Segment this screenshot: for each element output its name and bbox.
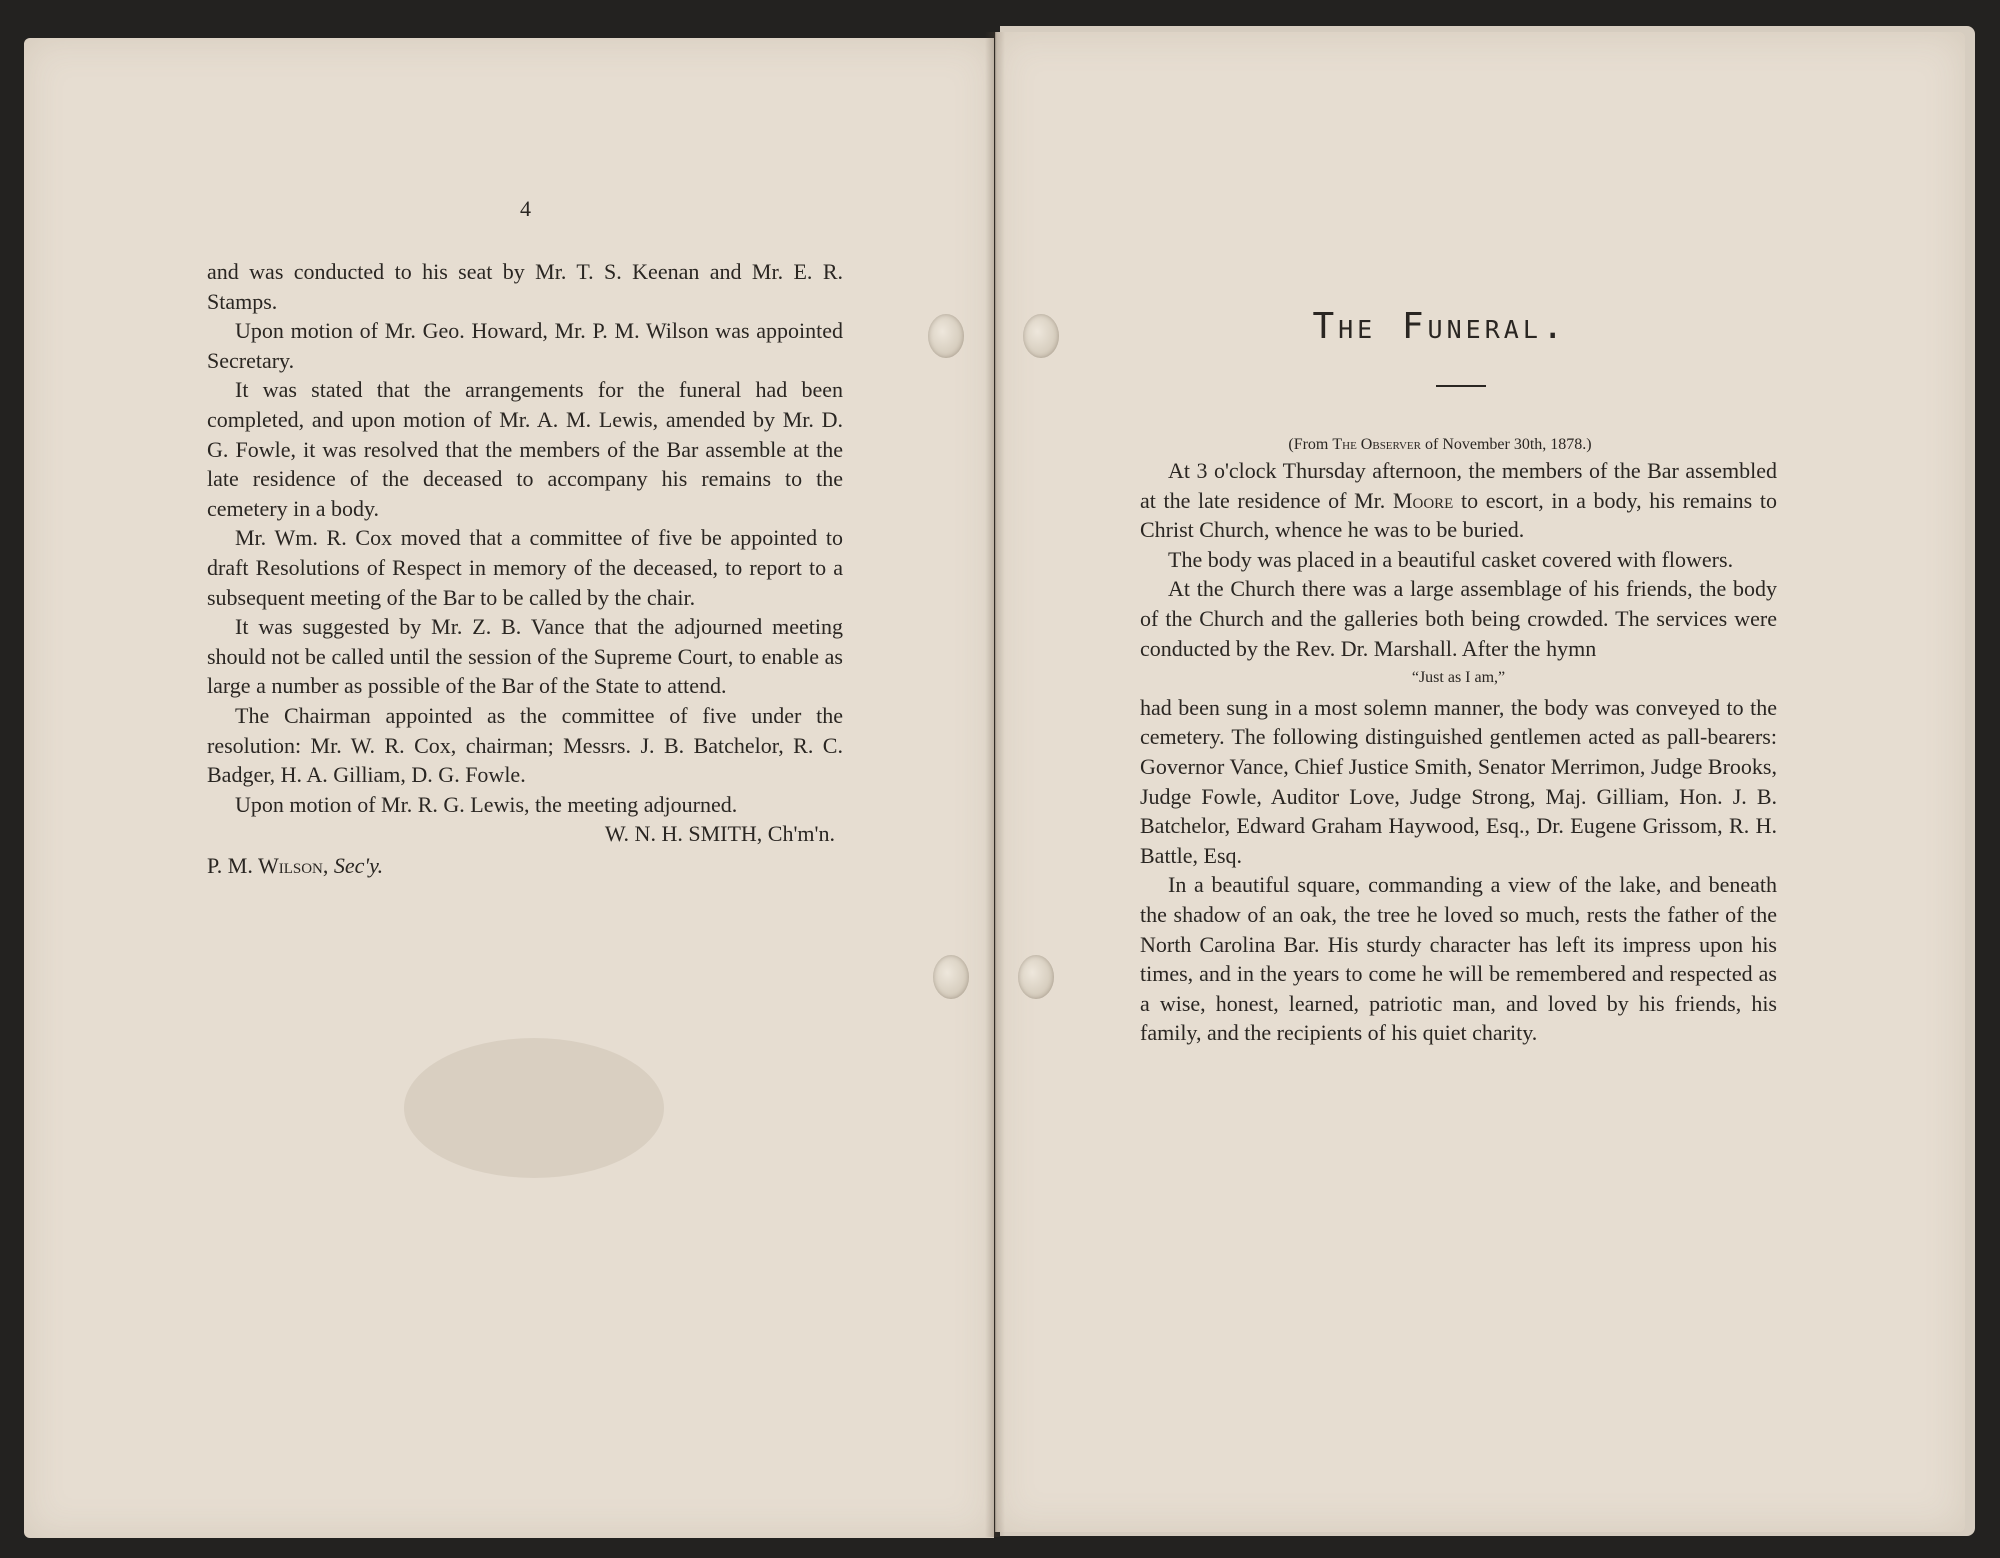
paragraph: had been sung in a most solemn manner, the body was conveyed to the cemetery. The following distinguished gentlemen acted as pall-bearers: Governor Vance, Chief Justice Smith, Senator Merrimon, Judge Brooks, Judge Fowle, Auditor Love, Judge Strong, Maj. Gilliam, Hon. J. B. Batchelor, Edward Graham Haywood, Esq., Dr. Eugene Grissom, R. H. Battle, Esq.: [1140, 694, 1777, 868]
hymn-title: “Just as I am,”: [1411, 669, 1506, 687]
secretary-name: P. M. Wilson,: [207, 852, 329, 878]
paragraph: It was stated that the arrangements for the funeral had been completed, and upon motion of Mr. A. M. Lewis, amended by Mr. D. G. Fowle, it was resolved that the members of the Bar assemble at the late residence of the deceased to accompany his remains to the cemetery in a body.: [207, 377, 843, 521]
paragraph: In a beautiful square, commanding a view of the lake, and beneath the shadow of an oak, the tree he loved so much, rests the father of the North Carolina Bar. His sturdy character has left its impress upon his times, and in the years to come he will be remembered and respected as a wise, honest, learned, patriotic man, and loved by his friends, his family, and the recipients of his quiet charity.: [1140, 872, 1777, 1046]
paragraph: and was conducted to his seat by Mr. T. S. Keenan and Mr. E. R. Stamps.: [207, 259, 843, 314]
paragraph: At the Church there was a large assemblage of his friends, the body of the Church and the galleries both being crowded. The services were conducted by the Rev. Dr. Marshall. After the hymn: [1140, 576, 1777, 661]
paragraph: Upon motion of Mr. R. G. Lewis, the meeting adjourned.: [235, 791, 738, 817]
page-stain: [404, 1038, 664, 1178]
newspaper-name: The Observer: [1332, 436, 1421, 453]
paragraph: The Chairman appointed as the committee of five under the resolution: Mr. W. R. Cox, chairman; Messrs. J. B. Batchelor, R. C. Badger, H. A. Gilliam, D. G. Fowle.: [207, 702, 843, 788]
secretary-title: Sec'y.: [333, 852, 384, 878]
page-number: 4: [520, 196, 531, 221]
binding-hole: [933, 955, 969, 999]
paragraph: Upon motion of Mr. Geo. Howard, Mr. P. M. Wilson was appointed Secretary.: [207, 318, 843, 373]
paragraph: Mr. Wm. R. Cox moved that a committee of five be appointed to draft Resolutions of Respect in memory of the deceased, to report to a subsequent meeting of the Bar to be called by the chair.: [207, 525, 843, 610]
binding-hole: [1018, 955, 1054, 999]
paragraph: At 3 o'clock Thursday afternoon, the members of the Bar assembled at the late residence of Mr. Moore to escort, in a body, his remains to Christ Church, whence he was to be buried.: [1140, 458, 1777, 543]
title-rule: [1436, 385, 1486, 387]
paragraph: The body was placed in a beautiful casket covered with flowers.: [1168, 546, 1734, 572]
binding-hole: [1023, 314, 1059, 358]
left-page-text: [207, 257, 843, 880]
paragraph: It was suggested by Mr. Z. B. Vance that the adjourned meeting should not be called until the session of the Supreme Court, to enable as large a number as possible of the Bar of the State to attend.: [207, 614, 843, 699]
right-page-text: [1140, 456, 1777, 1048]
binding-gutter: [985, 32, 1005, 1537]
chairman-signature: W. N. H. SMITH, Ch'm'n.: [604, 821, 835, 847]
secretary-signature: [207, 851, 843, 881]
binding-hole: [928, 314, 964, 358]
source-citation: (From The Observer of November 30th, 1878.): [1288, 436, 1592, 453]
page-title: The Funeral.: [1312, 306, 1568, 347]
